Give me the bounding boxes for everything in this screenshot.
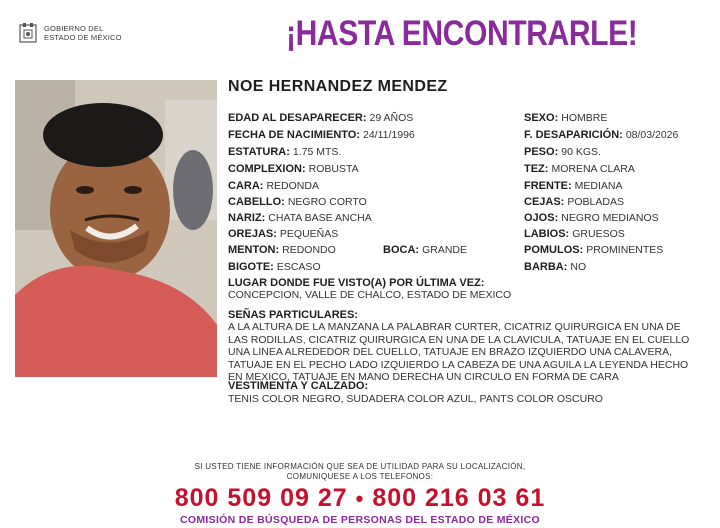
field-nariz-label: NARIZ: — [228, 212, 266, 224]
field-nacimiento-value: 24/11/1996 — [363, 129, 415, 141]
field-ojos-value: NEGRO MEDIANOS — [561, 212, 659, 224]
field-pomulos-value: PROMINENTES — [586, 244, 664, 256]
field-bigote-value: ESCASO — [276, 261, 321, 273]
field-desaparicion-label: F. DESAPARICIÓN: — [524, 129, 623, 141]
field-frente-value: MEDIANA — [574, 180, 623, 192]
field-cara-label: CARA: — [228, 180, 264, 192]
field-nariz-value: CHATA BASE ANCHA — [268, 212, 372, 224]
field-orejas-label: OREJAS: — [228, 228, 277, 240]
field-boca-label: BOCA: — [383, 244, 420, 256]
field-frente — [524, 180, 623, 193]
phone-1[interactable]: 800 509 09 27 — [174, 484, 348, 512]
field-menton-value: REDONDO — [282, 244, 336, 256]
distinguishing-marks-label: SEÑAS PARTICULARES: — [228, 309, 358, 321]
field-bigote — [228, 261, 321, 274]
field-cabello-label: CABELLO: — [228, 196, 285, 208]
field-barba-value: NO — [570, 261, 587, 273]
field-pomulos — [524, 244, 663, 257]
footer-info-line-2: COMUNIQUESE A LOS TELEFONOS: — [286, 472, 434, 481]
field-tez-value: MORENA CLARA — [551, 163, 635, 175]
field-cejas — [524, 196, 624, 209]
field-cara — [228, 180, 319, 193]
field-estatura — [228, 146, 341, 159]
field-edad — [228, 112, 413, 125]
clothing-value: TENIS COLOR NEGRO, SUDADERA COLOR AZUL, PANTS COLOR OSCURO — [228, 393, 603, 405]
field-tez-label: TEZ: — [524, 163, 549, 175]
field-sexo-label: SEXO: — [524, 112, 559, 124]
footer-info-line-1: SI USTED TIENE INFORMACIÓN QUE SEA DE UTILIDAD PARA SU LOCALIZACIÓN, — [194, 462, 526, 471]
government-logo — [18, 22, 122, 44]
commission-name: COMISIÓN DE BÚSQUEDA DE PERSONAS DEL ESTADO DE MÉXICO — [180, 514, 540, 526]
field-edad-label: EDAD AL DESAPARECER: — [228, 112, 367, 124]
field-orejas-value: PEQUEÑAS — [279, 228, 339, 240]
person-name: NOE HERNANDEZ MENDEZ — [228, 78, 448, 95]
field-cejas-label: CEJAS: — [524, 196, 565, 208]
distinguishing-marks-value: A LA ALTURA DE LA MANZANA LA PALABRAR CURTER, CICATRIZ QUIRURGICA EN UNA DE LAS RODILLAS, CICATRIZ QUIRURGICA EN UNA DE LA CLAVICULA, TATUAJE EN EL CUELLO UNA LINEA ALREDEDOR DEL CUELLO, TATUAJE EN BRAZO IZQUIERDO UNA CALAVERA, TATUAJE EN EL PECHO LADO IZQUIERDO LA CABEZA DE UNA AGUILA LA LEYENDA HECHO EN MEXICO, TATUAJE EN MANO DERECHA UN CIRCULO EN FORMA DE CARA — [228, 321, 690, 383]
phone-2[interactable]: 800 216 03 61 — [372, 484, 546, 512]
field-tez — [524, 163, 635, 176]
last-seen-label: LUGAR DONDE FUE VISTO(A) POR ÚLTIMA VEZ: — [228, 277, 485, 289]
field-sexo — [524, 112, 607, 125]
field-nacimiento-label: FECHA DE NACIMIENTO: — [228, 129, 360, 141]
field-edad-value: 29 AÑOS — [369, 112, 414, 124]
field-desaparicion — [524, 129, 678, 142]
field-labios-value: GRUESOS — [572, 228, 625, 240]
field-frente-label: FRENTE: — [524, 180, 572, 192]
field-complexion-label: COMPLEXION: — [228, 163, 306, 175]
phone-separator: • — [355, 486, 365, 511]
last-seen-value: CONCEPCION, VALLE DE CHALCO, ESTADO DE MEXICO — [228, 289, 512, 301]
field-pomulos-label: POMULOS: — [524, 244, 584, 256]
field-estatura-label: ESTATURA: — [228, 146, 290, 158]
field-nariz — [228, 212, 372, 225]
field-sexo-value: HOMBRE — [561, 112, 608, 124]
clothing-label: VESTIMENTA Y CALZADO: — [228, 380, 369, 392]
field-cabello — [228, 196, 367, 209]
field-barba-label: BARBA: — [524, 261, 568, 273]
field-ojos-label: OJOS: — [524, 212, 559, 224]
field-menton — [228, 244, 336, 257]
field-boca — [383, 244, 467, 257]
field-peso-value: 90 KGS. — [561, 146, 601, 158]
field-complexion — [228, 163, 359, 176]
field-peso-label: PESO: — [524, 146, 559, 158]
field-complexion-value: ROBUSTA — [308, 163, 359, 175]
field-peso — [524, 146, 601, 159]
poster-headline: ¡HASTA ENCONTRARLE! — [286, 14, 638, 53]
logo-line-2: ESTADO DE MÉXICO — [44, 33, 122, 42]
field-labios — [524, 228, 625, 241]
field-cara-value: REDONDA — [266, 180, 319, 192]
field-boca-value: GRANDE — [422, 244, 467, 256]
field-desaparicion-value: 08/03/2026 — [625, 129, 679, 141]
field-cejas-value: POBLADAS — [567, 196, 624, 208]
field-estatura-value: 1.75 MTS. — [292, 146, 342, 158]
phone-numbers — [0, 484, 720, 513]
field-ojos — [524, 212, 659, 225]
field-cabello-value: NEGRO CORTO — [287, 196, 367, 208]
logo-line-1: GOBIERNO DEL — [44, 24, 104, 33]
field-bigote-label: BIGOTE: — [228, 261, 274, 273]
field-labios-label: LABIOS: — [524, 228, 570, 240]
field-nacimiento — [228, 129, 415, 142]
field-menton-label: MENTON: — [228, 244, 280, 256]
person-photo — [15, 80, 217, 377]
field-orejas — [228, 228, 338, 241]
state-seal-icon — [18, 22, 38, 44]
field-barba — [524, 261, 586, 274]
